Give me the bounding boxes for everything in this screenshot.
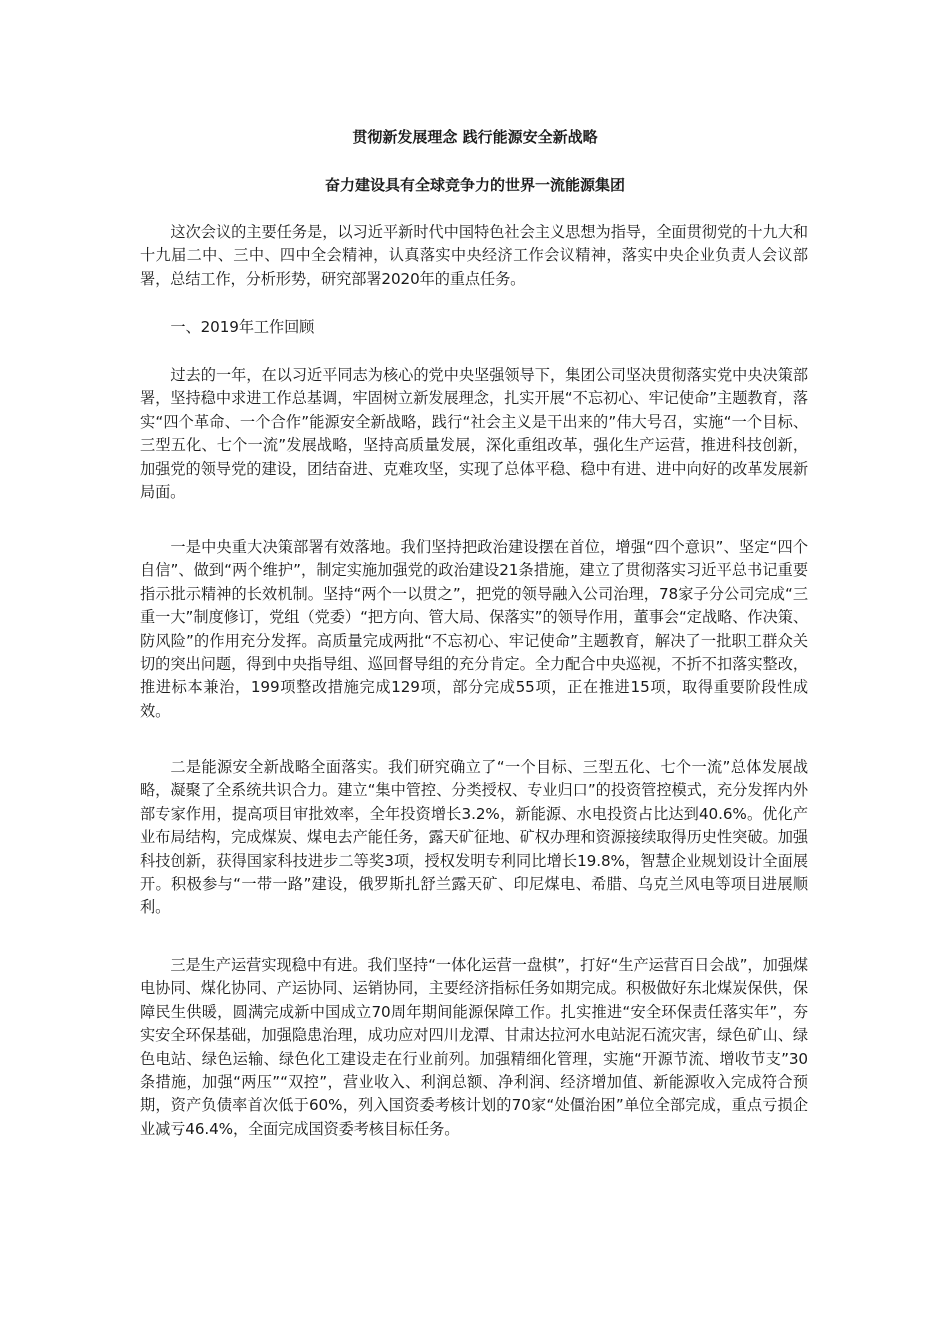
document-title: 贯彻新发展理念 践行能源安全新战略 <box>352 128 598 146</box>
paragraph-point-one: 一是中央重大决策部署有效落地。我们坚持把政治建设摆在首位，增强“四个意识”、坚定“四个自信”、做到“两个维护”，制定实施加强党的政治建设21条措施，建立了贯彻落实习近平总书记重要指示批示精神的长效机制。坚持“两个一以贯之”，把党的领导融入公司治理，78家子分公司完成“三重一大”制度修订，党组（党委）“把方向、管大局、保落实”的领导作用，董事会“定战略、作决策、防风险”的作用充分发挥。高质量完成两批“不忘初心、牢记使命”主题教育，解决了一批职工群众关切的突出问题，得到中央指导组、巡回督导组的充分肯定。全力配合中央巡视，不折不扣落实整改，推进标本兼治，199项整改措施完成129项，部分完成55项，正在推进15项，取得重要阶段性成效。 <box>140 538 808 720</box>
paragraph-point-two: 二是能源安全新战略全面落实。我们研究确立了“一个目标、三型五化、七个一流”总体发展战略，凝聚了全系统共识合力。建立“集中管控、分类授权、专业归口”的投资管控模式，充分发挥内外部专家作用，提高项目审批效率，全年投资增长3.2%，新能源、水电投资占比达到40.6%。优化产业布局结构，完成煤炭、煤电去产能任务，露天矿征地、矿权办理和资源接续取得历史性突破。加强科技创新，获得国家科技进步二等奖3项，授权发明专利同比增长19.8%，智慧企业规划设计全面展开。积极参与“一带一路”建设，俄罗斯扎舒兰露天矿、印尼煤电、希腊、乌克兰风电等项目进展顺利。 <box>140 758 808 917</box>
paragraph-point-three: 三是生产运营实现稳中有进。我们坚持“一体化运营一盘棋”，打好“生产运营百日会战”，加强煤电协同、煤化协同、产运协同、运销协同，主要经济指标任务如期完成。积极做好东北煤炭保供，保障民生供暖，圆满完成新中国成立70周年期间能源保障工作。扎实推进“安全环保责任落实年”，夯实安全环保基础，加强隐患治理，成功应对四川龙潭、甘肃达拉河水电站泥石流灾害，绿色矿山、绿色电站、绿色运输、绿色化工建设走在行业前列。加强精细化管理，实施“开源节流、增收节支”30条措施，加强“两压”“双控”，营业收入、利润总额、净利润、经济增加值、新能源收入完成符合预期，资产负债率首次低于60%，列入国资委考核计划的70家“处僵治困”单位全部完成，重点亏损企业减亏46.4%，全面完成国资委考核目标任务。 <box>140 956 808 1138</box>
document-subtitle: 奋力建设具有全球竞争力的世界一流能源集团 <box>324 176 625 194</box>
paragraph-review: 过去的一年，在以习近平同志为核心的党中央坚强领导下，集团公司坚决贯彻落实党中央决策部署，坚持稳中求进工作总基调，牢固树立新发展理念，扎实开展“不忘初心、牢记使命”主题教育，落实“四个革命、一个合作”能源安全新战略，践行“社会主义是干出来的”伟大号召，实施“一个目标、三型五化、七个一流”发展战略，坚持高质量发展，深化重组改革，强化生产运营，推进科技创新，加强党的领导党的建设，团结奋进、克难攻坚，实现了总体平稳、稳中有进、进中向好的改革发展新局面。 <box>140 366 808 502</box>
section-heading: 一、2019年工作回顾 <box>170 318 315 336</box>
paragraph-intro: 这次会议的主要任务是，以习近平新时代中国特色社会主义思想为指导，全面贯彻党的十九大和十九届二中、三中、四中全会精神，认真落实中央经济工作会议精神，落实中央企业负责人会议部署，总结工作，分析形势，研究部署2020年的重点任务。 <box>140 223 808 288</box>
